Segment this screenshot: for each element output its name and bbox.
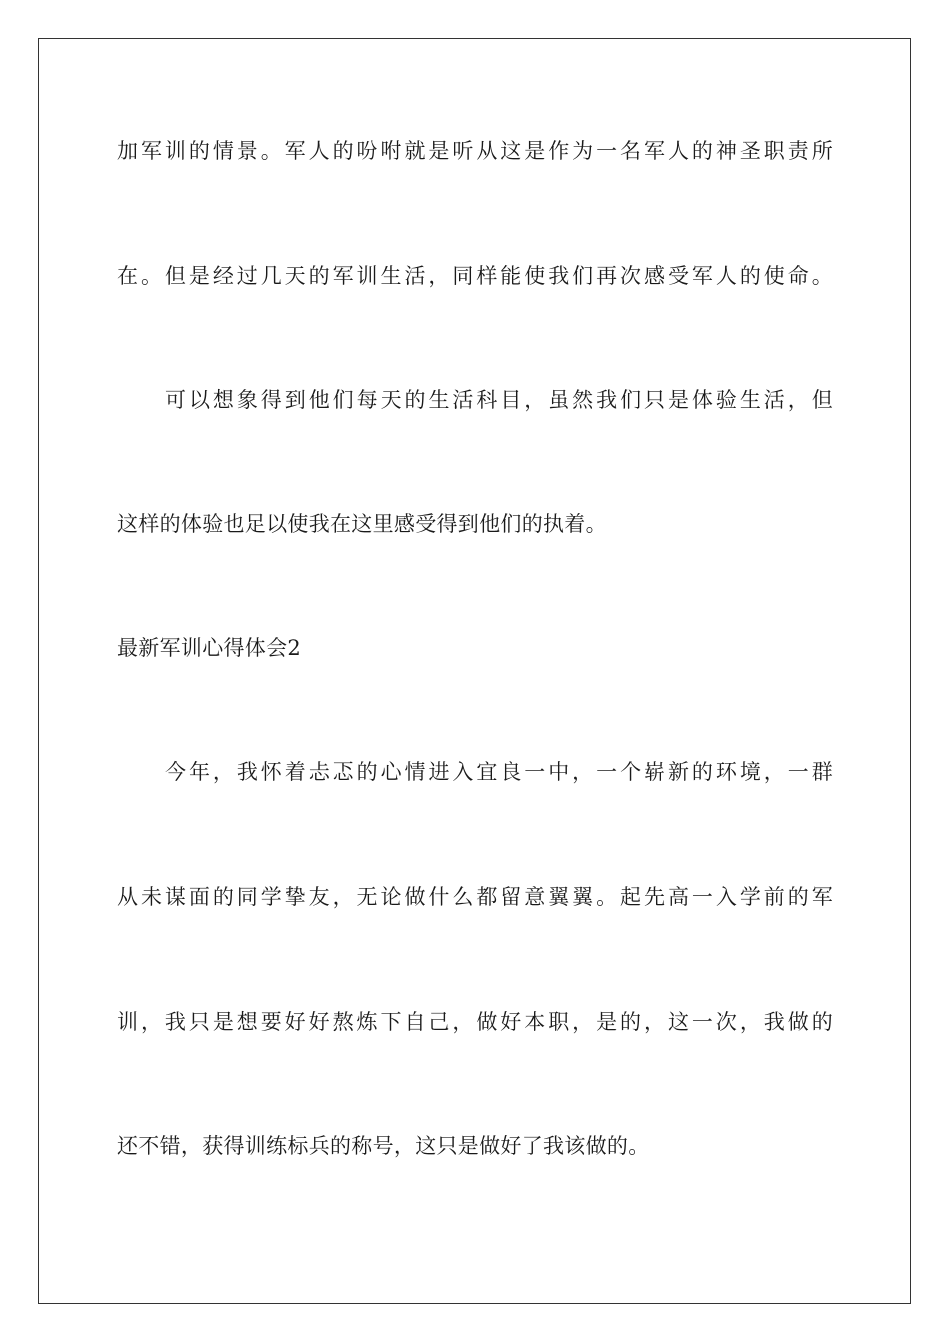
paragraph-3-line-4: 还不错，获得训练标兵的称号，这只是做好了我该做的。 <box>117 1134 650 1158</box>
paragraph-3-line-2: 从未谋面的同学挚友，无论做什么都留意翼翼。起先高一入学前的军 <box>117 885 833 909</box>
paragraph-3-line-3: 训，我只是想要好好熬炼下自己，做好本职，是的，这一次，我做的 <box>117 1010 833 1034</box>
paragraph-1-line-1: 加军训的情景。军人的吩咐就是听从这是作为一名军人的神圣职责所 <box>117 139 833 163</box>
paragraph-2-line-2: 这样的体验也足以使我在这里感受得到他们的执着。 <box>117 512 607 536</box>
page-border <box>38 38 911 1304</box>
paragraph-3-line-1: 今年，我怀着忐忑的心情进入宜良一中，一个崭新的环境，一群 <box>165 760 833 784</box>
paragraph-1-line-2: 在。但是经过几天的军训生活，同样能使我们再次感受军人的使命。 <box>117 264 833 288</box>
section-heading: 最新军训心得体会2 <box>117 636 302 660</box>
paragraph-2-line-1: 可以想象得到他们每天的生活科目，虽然我们只是体验生活，但 <box>165 388 833 412</box>
